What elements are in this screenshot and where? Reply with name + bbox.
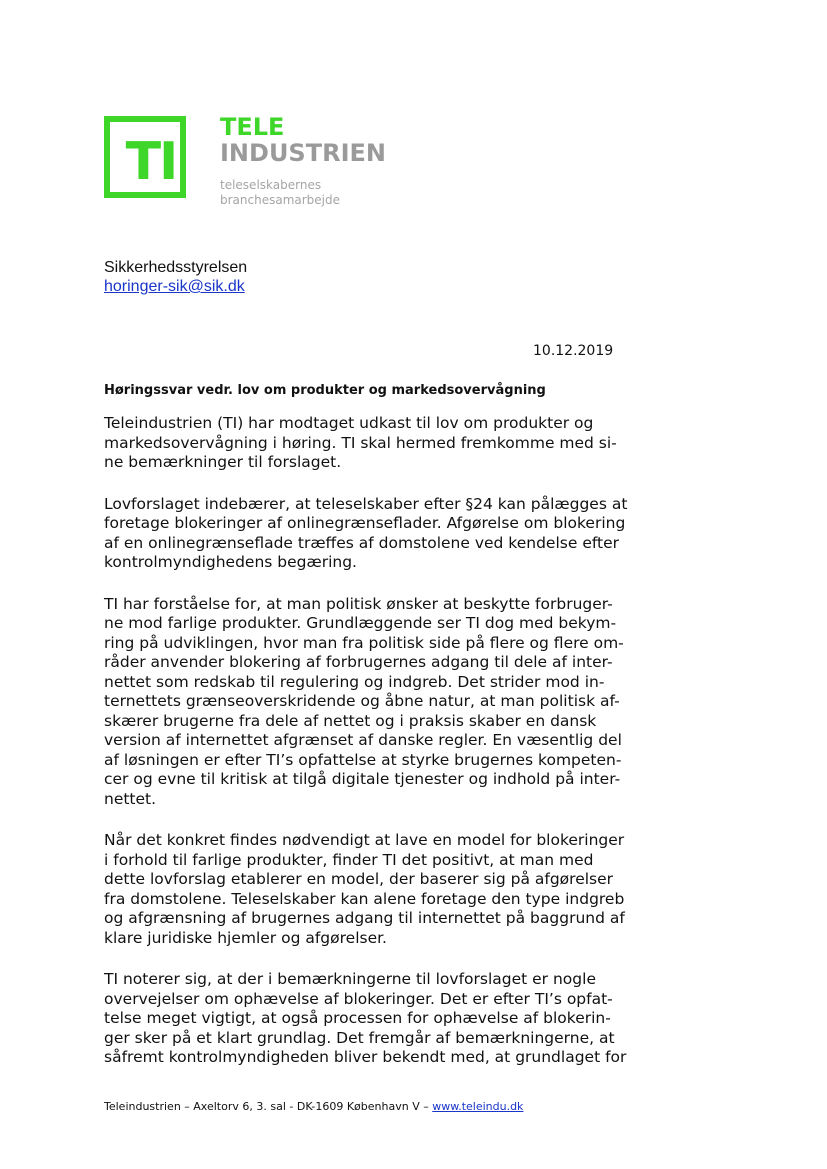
letter-date: 10.12.2019	[533, 343, 614, 359]
paragraph-line: fra domstolene. Teleselskaber kan alene foretage den type indgreb	[104, 889, 625, 908]
recipient-block	[104, 258, 247, 296]
paragraph-line: version af internettet afgrænset af danske regler. En væsentlig del	[104, 731, 622, 749]
paragraph-line: og afgrænsning af brugernes adgang til internettet på baggrund af	[104, 909, 625, 927]
paragraph-line: nettet.	[104, 789, 157, 808]
recipient-email-link[interactable]: horinger-sik@sik.dk	[104, 278, 245, 295]
paragraph-line: Lovforslaget indebærer, at teleselskaber efter §24 kan pålægges at	[104, 494, 628, 513]
logo-mark-text: TI	[125, 132, 177, 192]
paragraph-line: klare juridiske hjemler og afgørelser.	[104, 928, 387, 947]
paragraph-line: af løsningen er efter TI’s opfattelse at styrke brugernes kompeten-	[104, 750, 622, 769]
body-paragraph	[104, 495, 644, 573]
logo-wordmark-industrien: INDUSTRIEN	[220, 139, 386, 167]
paragraph-line: Teleindustrien (TI) har modtaget udkast til lov om produkter og	[104, 414, 594, 432]
paragraph-line: råder anvender blokering af forbrugernes adgang til dele af inter-	[104, 653, 613, 671]
logo-tagline-1: teleselskabernes	[220, 178, 322, 192]
paragraph-line: af en onlinegrænseflade træffes af domstolene ved kendelse efter	[104, 533, 620, 552]
company-logo	[104, 113, 404, 216]
paragraph-line: ne mod farlige produkter. Grundlæggende ser TI dog med bekym-	[104, 614, 617, 632]
paragraph-line: TI noterer sig, at der i bemærkningerne til lovforslaget er nogle	[104, 970, 596, 988]
paragraph-line: markedsovervågning i høring. TI skal hermed fremkomme med si-	[104, 433, 617, 452]
letter-subject: Høringssvar vedr. lov om produkter og markedsovervågning	[104, 383, 546, 398]
paragraph-line: ger sker på et klart grundlag. Det fremgår af bemærkningerne, at	[104, 1028, 615, 1047]
paragraph-line: overvejelser om ophævelse af blokeringer. Det er efter TI’s opfat-	[104, 989, 613, 1008]
body-paragraph	[104, 414, 644, 473]
paragraph-line: ternettets grænseoverskridende og åbne natur, at man politisk af-	[104, 692, 620, 710]
body-paragraph	[104, 595, 644, 810]
paragraph-line: skærer brugerne fra dele af nettet og i praksis skaber en dansk	[104, 711, 597, 730]
paragraph-line: foretage blokeringer af onlinegrænseflader. Afgørelse om blokering	[104, 514, 626, 532]
logo-tagline-2: branchesamarbejde	[220, 193, 341, 207]
footer-website-link[interactable]: www.teleindu.dk	[432, 1100, 524, 1113]
paragraph-line: nettet som redskab til regulering og indgreb. Det strider mod in-	[104, 672, 605, 691]
paragraph-line: dette lovforslag etablerer en model, der baserer sig på afgørelser	[104, 870, 614, 888]
logo-wordmark-tele: TELE	[220, 113, 285, 141]
body-paragraph	[104, 970, 644, 1068]
paragraph-line: TI har forståelse for, at man politisk ønsker at beskytte forbruger-	[104, 594, 613, 613]
paragraph-line: Når det konkret findes nødvendigt at lave en model for blokeringer	[104, 831, 625, 849]
page-footer	[104, 1100, 523, 1114]
paragraph-line: kontrolmyndighedens begæring.	[104, 553, 357, 571]
letter-body	[104, 414, 644, 1090]
body-paragraph	[104, 831, 644, 948]
footer-address: Teleindustrien – Axeltorv 6, 3. sal - DK-1609 København V –	[104, 1100, 433, 1113]
paragraph-line: ne bemærkninger til forslaget.	[104, 453, 342, 471]
paragraph-line: ring på udviklingen, hvor man fra politisk side på flere og flere om-	[104, 633, 624, 652]
recipient-name: Sikkerhedsstyrelsen	[104, 259, 248, 276]
paragraph-line: i forhold til farlige produkter, finder TI det positivt, at man med	[104, 850, 594, 869]
paragraph-line: såfremt kontrolmyndigheden bliver bekendt med, at grundlaget for	[104, 1048, 627, 1066]
paragraph-line: cer og evne til kritisk at tilgå digitale tjenester og indhold på inter-	[104, 770, 621, 788]
logo-mark	[104, 116, 186, 198]
paragraph-line: telse meget vigtigt, at også processen for ophævelse af blokerin-	[104, 1009, 611, 1027]
